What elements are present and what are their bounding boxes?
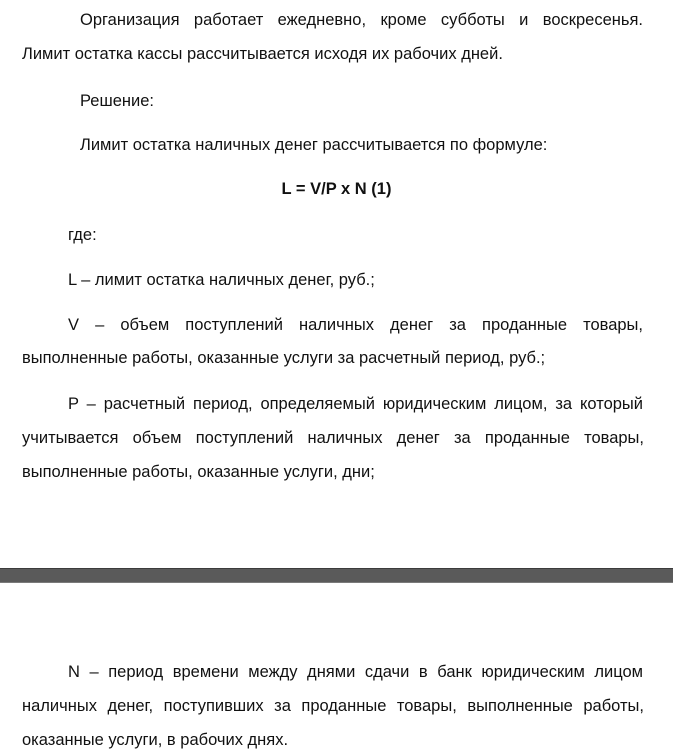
definition-p-line: выполненные работы, оказанные услуги, дни; <box>22 463 375 481</box>
paragraph-line: Организация работает ежедневно, кроме субботы и воскресенья. <box>80 11 643 29</box>
formula: L = V/P x N (1) <box>281 180 392 198</box>
definition-n-line: наличных денег, поступивших за проданные товары, выполненные работы, <box>22 697 644 715</box>
document-page-2 <box>0 583 673 753</box>
formula-intro: Лимит остатка наличных денег рассчитывается по формуле: <box>80 136 548 154</box>
definition-l: L – лимит остатка наличных денег, руб.; <box>68 271 375 289</box>
definition-p-line: учитывается объем поступлений наличных денег за проданные товары, <box>22 429 644 447</box>
where-label: где: <box>68 226 97 244</box>
solution-label: Решение: <box>80 92 154 110</box>
definition-v-line: V – объем поступлений наличных денег за проданные товары, <box>68 316 643 334</box>
definition-n-line: оказанные услуги, в рабочих днях. <box>22 731 289 749</box>
definition-v-line: выполненные работы, оказанные услуги за расчетный период, руб.; <box>22 349 546 367</box>
definition-n-line: N – период времени между днями сдачи в банк юридическим лицом <box>68 663 643 681</box>
paragraph-line: Лимит остатка кассы рассчитывается исходя их рабочих дней. <box>22 45 503 63</box>
definition-p-line: P – расчетный период, определяемый юридическим лицом, за который <box>68 395 643 413</box>
page-break-divider <box>0 568 673 583</box>
